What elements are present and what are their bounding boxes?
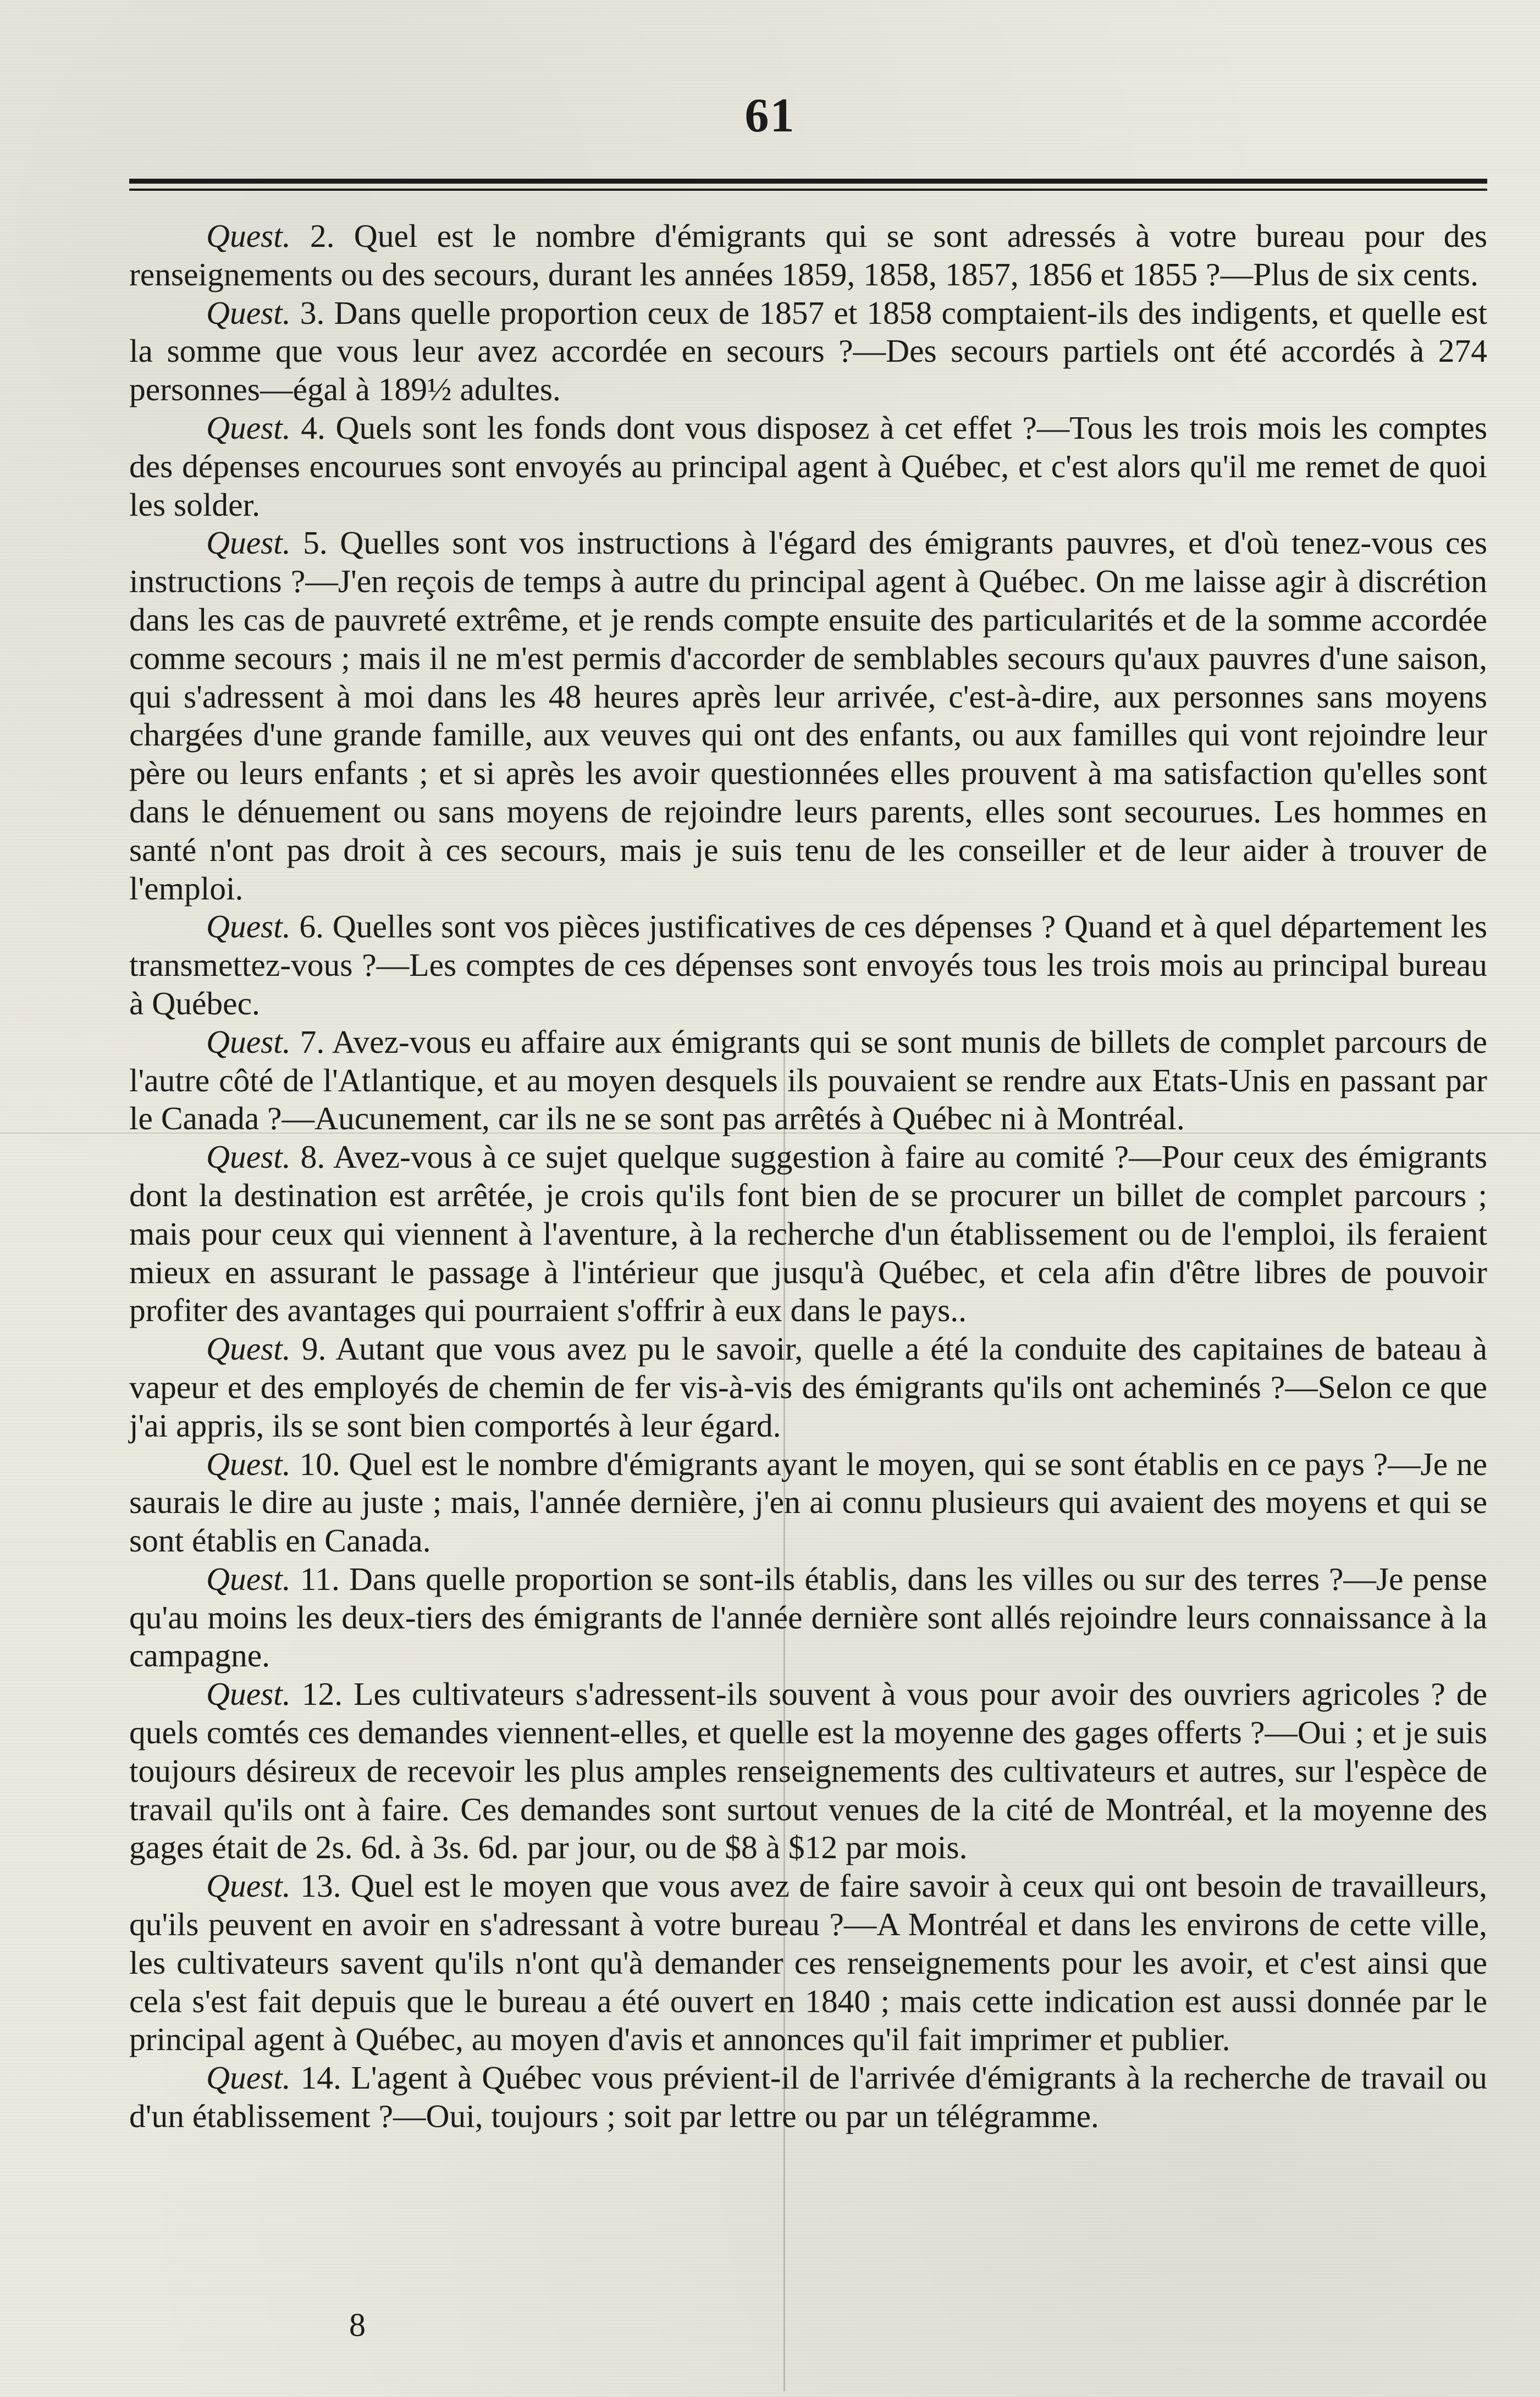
- qa-entry: [129, 1445, 1487, 1560]
- question-label: Quest.: [206, 409, 291, 446]
- qa-text: Les cultivateurs s'adressent-ils souvent à vous pour avoir des ouvriers agricoles ? de quels comtés ces demandes viennent-elles, et quelle est la moyenne des gages offerts ?—Oui ; et je suis toujours désireux de recevoir les plus amples renseignements des cultivateurs et autres, sur l'espèce de travail qu'ils ont à faire. Ces demandes sont surtout venues de la cité de Montréal, et la moyenne des gages était de 2s. 6d. à 3s. 6d. par jour, ou de $8 à $12 par mois.: [129, 1676, 1488, 1866]
- qa-text: Dans quelle proportion ceux de 1857 et 1858 comptaient-ils des indigents, et quelle est la somme que vous leur avez accordée en secours ?—Des secours partiels ont été accordés à 274 personnes—égal à 189½ adultes.: [129, 294, 1488, 408]
- question-number: 14.: [300, 2059, 341, 2096]
- question-number: 3.: [300, 294, 325, 331]
- qa-text: Quel est le moyen que vous avez de faire savoir à ceux qui ont besoin de travailleurs, qu'ils peuvent en avoir en s'adressant à votre bureau ?—A Montréal et dans les environs de cette ville, les cultivateurs savent qu'ils n'ont qu'à demander ces renseignements pour les avoir, et c'est ainsi que cela s'est fait depuis que le bureau a été ouvert en 1840 ; mais cette indication est aussi donnée par le principal agent à Québec, au moyen d'avis et annonces qu'il fait imprimer et publier.: [129, 1868, 1488, 2058]
- qa-entry: [129, 2059, 1487, 2136]
- qa-entry: [129, 1138, 1487, 1330]
- qa-entry: [129, 1560, 1487, 1675]
- question-number: 7.: [300, 1023, 325, 1060]
- question-number: 9.: [301, 1330, 327, 1367]
- qa-entry: [129, 1867, 1487, 2059]
- question-number: 4.: [301, 409, 325, 446]
- qa-text: Quel est le nombre d'émigrants ayant le moyen, qui se sont établis en ce pays ?—Je ne saurais le dire au juste ; mais, l'année dernière, j'en ai connu plusieurs qui avaient des moyens et qui se sont établis en Canada.: [129, 1445, 1488, 1559]
- question-label: Quest.: [206, 218, 291, 254]
- qa-text: Quels sont les fonds dont vous disposez à cet effet ?—Tous les trois mois les comptes des dépenses encourues sont envoyés au principal agent à Québec, et c'est alors qu'il me remet de quoi les solder.: [129, 409, 1488, 523]
- question-number: 8.: [300, 1139, 325, 1175]
- qa-text: L'agent à Québec vous prévient-il de l'arrivée d'émigrants à la recherche de travail ou d'un établissement ?—Oui, toujours ; soit par lettre ou par un télégramme.: [129, 2059, 1488, 2135]
- document-body: [129, 217, 1487, 2136]
- page-number: 61: [744, 89, 796, 142]
- qa-text: Quel est le nombre d'émigrants qui se sont adressés à votre bureau pour des renseignements ou des secours, durant les années 1859, 1858, 1857, 1856 et 1855 ?—Plus de six cents.: [129, 218, 1488, 292]
- question-label: Quest.: [206, 1023, 291, 1060]
- qa-text: Autant que vous avez pu le savoir, quelle a été la conduite des capitaines de bateau à vapeur et des employés de chemin de fer vis-à-vis des émigrants qu'ils ont acheminés ?—Selon ce que j'ai appris, ils se sont bien comportés à leur égard.: [129, 1330, 1487, 1444]
- qa-entry: [129, 1330, 1487, 1445]
- question-label: Quest.: [206, 1676, 291, 1713]
- question-number: 10.: [299, 1445, 340, 1482]
- qa-entry: [129, 1675, 1487, 1867]
- qa-text: Avez-vous eu affaire aux émigrants qui se sont munis de billets de complet parcours de l'autre côté de l'Atlantique, et au moyen desquels ils pouvaient se rendre aux Etats-Unis en passant par le Canada ?—Aucunement, car ils ne se sont pas arrêtés à Québec ni à Montréal.: [129, 1023, 1488, 1137]
- qa-entry: [129, 294, 1487, 409]
- question-label: Quest.: [206, 908, 291, 945]
- question-label: Quest.: [206, 1139, 291, 1175]
- question-number: 2.: [310, 218, 335, 254]
- qa-text: Quelles sont vos pièces justificatives de ces dépenses ? Quand et à quel département les transmettez-vous ?—Les comptes de ces dépenses sont envoyés tous les trois mois au principal bureau à Québec.: [129, 908, 1487, 1021]
- question-number: 6.: [299, 908, 324, 945]
- header-rule-thick: [129, 179, 1487, 184]
- qa-text: Avez-vous à ce sujet quelque suggestion à faire au comité ?—Pour ceux des émigrants dont la destination est arrêtée, je crois qu'ils font bien de se procurer un billet de complet parcours ; mais pour ceux qui viennent à l'aventure, à la recherche d'un établissement ou de l'emploi, ils feraient mieux en assurant le passage à l'intérieur que jusqu'à Québec, et cela afin d'être libres de pouvoir profiter des avantages qui pourraient s'offrir à eux dans le pays..: [129, 1139, 1488, 1329]
- question-number: 12.: [301, 1676, 343, 1713]
- signature-mark: 8: [349, 2307, 366, 2343]
- question-label: Quest.: [206, 1330, 291, 1367]
- question-label: Quest.: [206, 524, 291, 561]
- question-number: 5.: [303, 524, 328, 561]
- qa-text: Dans quelle proportion se sont-ils établis, dans les villes ou sur des terres ?—Je pense qu'au moins les deux-tiers des émigrants de l'année dernière sont allés rejoindre leurs connaissance à la campagne.: [129, 1560, 1488, 1674]
- header-rule-thin: [129, 189, 1487, 191]
- qa-entry: [129, 1023, 1487, 1138]
- question-label: Quest.: [206, 2059, 291, 2096]
- qa-entry: [129, 409, 1487, 524]
- qa-text: Quelles sont vos instructions à l'égard des émigrants pauvres, et d'où tenez-vous ces instructions ?—J'en reçois de temps à autre du principal agent à Québec. On me laisse agir à discrétion dans les cas de pauvreté extrême, et je rends compte ensuite des particularités et de la somme accordée comme secours ; mais il ne m'est permis d'accorder de semblables secours qu'aux pauvres d'une saison, qui s'adressent à moi dans les 48 heures après leur arrivée, c'est-à-dire, aux personnes sans moyens chargées d'une grande famille, aux veuves qui ont des enfants, ou aux familles qui vont rejoindre leur père ou leurs enfants ; et si après les avoir questionnées elles prouvent à ma satisfaction qu'elles sont dans le dénuement ou sans moyens de rejoindre leurs parents, elles sont secourues. Les hommes en santé n'ont pas droit à ces secours, mais je suis tenu de les conseiller et de leur aider à trouver de l'emploi.: [129, 524, 1488, 907]
- question-label: Quest.: [206, 294, 291, 331]
- question-label: Quest.: [206, 1560, 291, 1597]
- qa-entry: [129, 908, 1487, 1023]
- question-label: Quest.: [206, 1868, 291, 1904]
- qa-entry: [129, 524, 1487, 908]
- qa-entry: [129, 217, 1487, 294]
- question-label: Quest.: [206, 1445, 291, 1482]
- question-number: 13.: [300, 1868, 341, 1904]
- header-rule: [129, 179, 1487, 194]
- question-number: 11.: [300, 1560, 340, 1597]
